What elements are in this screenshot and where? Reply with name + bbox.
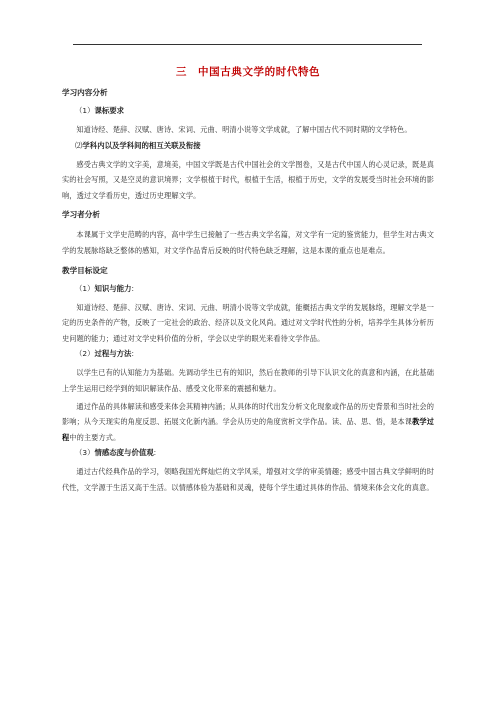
document-body	[62, 64, 434, 498]
section-heading-goals: 教学目标设定	[62, 265, 108, 275]
paragraph-knowledge: 知道诗经、楚辞、汉赋、唐诗、宋词、元曲、明清小说等文学成就，能概括古典文学的发展脉络，理解文学是一定的历史条件的产物，反映了一定社会的政治、经济以及文化风尚。通过对文学时代性的分析，培养学生具体分析历史问题的能力；通过对文学史料价值的分析，学会以史学的眼光来看待文学作品。	[62, 302, 434, 343]
subheading-standards	[75, 105, 434, 117]
subheading-label: 过程与方法	[94, 349, 132, 359]
paragraph-connections: 感受古典文学的文字美，意境美，中国文学既是古代中国社会的文学图卷，又是古代中国人的心灵记录，既是真实的社会写照，又是空灵的意识境界；文学根植于时代，根植于生活，根植于历史，文学的发展受当时社会环境的影响，透过文学看历史，透过历史理解文学。	[62, 159, 434, 200]
subheading-colon: :	[153, 448, 157, 458]
subheading-label: 学科内以及学科间的相互关联及衔接	[82, 140, 201, 150]
text-run: 通过作品的具体解读和感受来体会其精神内涵；从具体的时代出发分析文化现象或作品的历史背景和当时社会的影响；从今天现实的角度反思、拓展文化新内涵。学会从历史的角度赏析文学作品。读、品、思、悟，是本课	[62, 401, 434, 427]
paragraph-learner: 本课属于文学史范畴的内容，高中学生已接触了一些古典文学名篇，对文学有一定的鉴赏能力，但学生对古典文学的发展脉络缺乏整体的感知，对文学作品背后反映的时代特色缺乏理解，这是本课的重点也是难点。	[62, 230, 434, 255]
subheading-label: 知识与能力	[94, 283, 132, 293]
subheading-connections	[75, 140, 434, 152]
subheading-values	[75, 447, 434, 459]
header-rule	[73, 44, 422, 45]
subheading-number: （1）	[75, 283, 95, 293]
subheading-number: ⑵	[75, 140, 83, 150]
subheading-colon: :	[131, 283, 134, 293]
subheading-label: 课标要求	[94, 106, 125, 115]
section-heading-analysis: 学习内容分析	[62, 88, 108, 97]
section-heading-learner: 学习者分析	[62, 210, 100, 220]
subheading-number: （1）	[75, 106, 95, 115]
paragraph-values: 通过古代经典作品的学习，领略我国光辉灿烂的文学风采，增强对文学的审美情趣；感受中国古典文学鲜明的时代性，文学源于生活又高于生活。以情感体验为基础和灵魂，使每个学生通过具体的作品、情境来体会文化的真意。	[62, 467, 434, 492]
paragraph-process-2	[62, 399, 434, 446]
text-run: 中的主要方式。	[69, 432, 121, 442]
bold-text-run: 教学过程	[62, 417, 434, 442]
paragraph-process-1: 以学生已有的认知能力为基础。先调动学生已有的知识，然后在教师的引导下认识文化的真意和内涵，在此基础上学生运用已经学到的知识解读作品、感受文化带来的震撼和魅力。	[62, 368, 434, 393]
subheading-number: （2）	[75, 349, 95, 359]
page-title: 三 中国古典文学的时代特色	[175, 66, 321, 78]
subheading-number: （3）	[75, 448, 95, 458]
subheading-label: 情感态度与价值观	[94, 448, 154, 458]
subheading-process	[75, 348, 434, 360]
paragraph-standards: 知道诗经、楚辞、汉赋、唐诗、宋词、元曲、明清小说等文学成就，了解中国古代不同时期的文学特色。	[76, 125, 412, 134]
subheading-knowledge	[75, 283, 434, 295]
subheading-colon: :	[131, 349, 134, 359]
